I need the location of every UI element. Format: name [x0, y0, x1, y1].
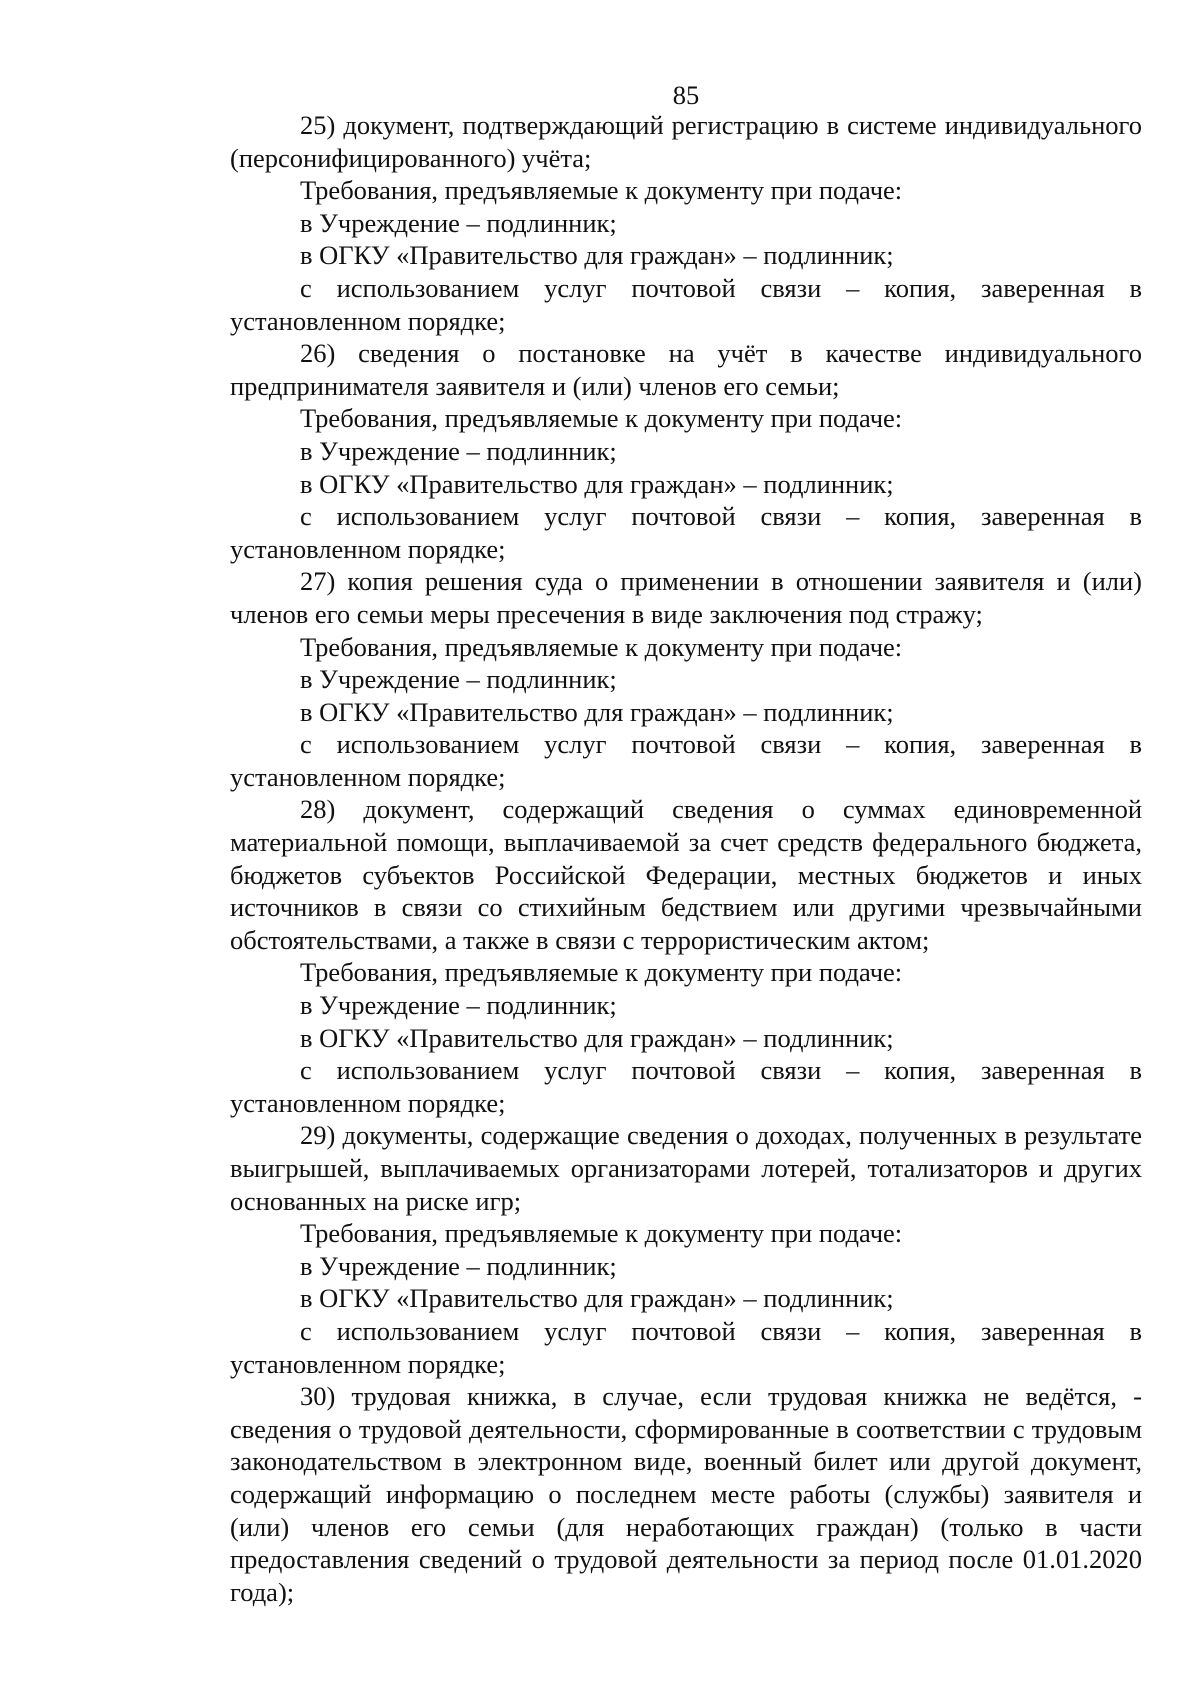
requirement-institution: в Учреждение – подлинник; — [300, 664, 617, 695]
requirements-heading: Требования, предъявляемые к документу при подаче: — [300, 175, 903, 206]
paragraph-item-25: 25) документ, подтверждающий регистрацию в системе индивидуального (персонифицированного) учёта; — [230, 110, 1142, 173]
paragraph-item-28: 28) документ, содержащий сведения о суммах единовременной материальной помощи, выплачиваемой за счет средств федерального бюджета, бюджетов субъектов Российской Федерации, местных бюджетов и иных источников в связи со стихийным бедствием или другими чрезвычайными обстоятельствами, а также в связи с террористическим актом; — [230, 794, 1142, 955]
requirement-ogku: в ОГКУ «Правительство для граждан» – подлинник; — [300, 240, 894, 271]
requirements-heading: Требования, предъявляемые к документу при подаче: — [300, 403, 903, 434]
requirement-postal: с использованием услуг почтовой связи – копия, заверенная в установленном порядке; — [230, 729, 1142, 792]
requirement-ogku: в ОГКУ «Правительство для граждан» – подлинник; — [300, 1283, 894, 1314]
requirement-postal: с использованием услуг почтовой связи – копия, заверенная в установленном порядке; — [230, 272, 1142, 336]
requirement-ogku: в ОГКУ «Правительство для граждан» – подлинник; — [300, 696, 894, 727]
requirement-institution: в Учреждение – подлинник; — [300, 990, 617, 1021]
requirement-ogku: в ОГКУ «Правительство для граждан» – подлинник; — [300, 468, 894, 499]
paragraph-item-29: 29) документы, содержащие сведения о доходах, полученных в результате выигрышей, выплачиваемых организаторами лотерей, тотализаторов и других основанных на риске игр; — [230, 1120, 1142, 1216]
requirements-heading: Требования, предъявляемые к документу при подаче: — [300, 1218, 903, 1249]
requirement-ogku: в ОГКУ «Правительство для граждан» – подлинник; — [300, 1022, 894, 1053]
requirement-postal: с использованием услуг почтовой связи – копия, заверенная в установленном порядке; — [230, 1315, 1142, 1379]
requirement-institution: в Учреждение – подлинник; — [300, 1250, 617, 1281]
page-number: 85 — [672, 80, 700, 110]
requirement-postal: с использованием услуг почтовой связи – копия, заверенная в установленном порядке; — [230, 501, 1142, 564]
requirement-institution: в Учреждение – подлинник; — [300, 207, 617, 238]
document-body — [230, 109, 1142, 1608]
requirements-heading: Требования, предъявляемые к документу при подаче: — [300, 957, 903, 988]
paragraph-item-27: 27) копия решения суда о применении в отношении заявителя и (или) членов его семьи меры пресечения в виде заключения под стражу; — [230, 566, 1142, 629]
requirement-postal: с использованием услуг почтовой связи – копия, заверенная в установленном порядке; — [230, 1055, 1142, 1118]
paragraph-item-26: 26) сведения о постановке на учёт в качестве индивидуального предпринимателя заявителя и (или) членов его семьи; — [230, 338, 1142, 401]
requirements-heading: Требования, предъявляемые к документу при подаче: — [300, 631, 903, 662]
requirement-institution: в Учреждение – подлинник; — [300, 435, 617, 466]
paragraph-item-30: 30) трудовая книжка, в случае, если трудовая книжка не ведётся, - сведения о трудовой деятельности, сформированные в соответствии с трудовым законодательством в электронном виде, военный билет или другой документ, содержащий информацию о последнем месте работы (службы) заявителя и (или) членов его семьи (для неработающих граждан) (только в части предоставления сведений о трудовой деятельности за период после 01.01.2020 года); — [230, 1381, 1142, 1607]
